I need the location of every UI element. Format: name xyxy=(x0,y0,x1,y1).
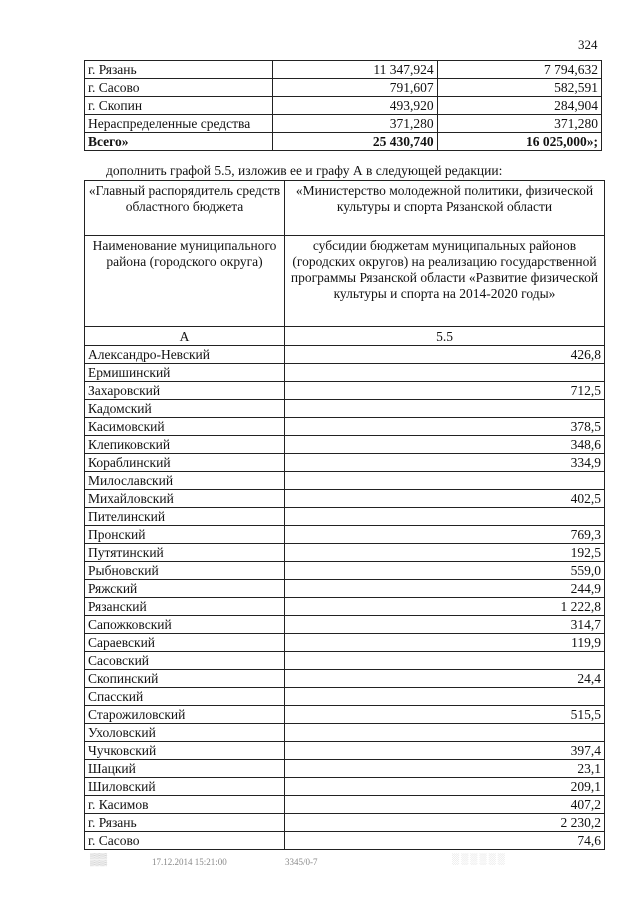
summary-total-1: 25 430,740 xyxy=(273,133,437,151)
table-row xyxy=(85,796,605,814)
header-row-administrator xyxy=(85,181,605,236)
table-row xyxy=(85,742,605,760)
subsidy-value: 334,9 xyxy=(285,454,605,472)
subsidy-value: 209,1 xyxy=(285,778,605,796)
district-name: Захаровский xyxy=(85,382,285,400)
district-name: Пителинский xyxy=(85,508,285,526)
subsidy-value: 407,2 xyxy=(285,796,605,814)
amendment-intro-text: дополнить графой 5.5, изложив ее и графу А в следующей редакции: xyxy=(106,163,503,178)
district-name: Клепиковский xyxy=(85,436,285,454)
district-name: Спасский xyxy=(85,688,285,706)
district-name: Пронский xyxy=(85,526,285,544)
district-name: Милославский xyxy=(85,472,285,490)
summary-name: г. Сасово xyxy=(85,79,273,97)
subsidy-value xyxy=(285,724,605,742)
table-row xyxy=(85,364,605,382)
summary-value-1: 371,280 xyxy=(273,115,437,133)
subsidy-value: 378,5 xyxy=(285,418,605,436)
table-row xyxy=(85,400,605,418)
subsidy-value: 2 230,2 xyxy=(285,814,605,832)
table-row xyxy=(85,832,605,850)
district-name: Ухоловский xyxy=(85,724,285,742)
district-name: Старожиловский xyxy=(85,706,285,724)
subsidy-value: 314,7 xyxy=(285,616,605,634)
subsidy-value: 559,0 xyxy=(285,562,605,580)
district-name: г. Касимов xyxy=(85,796,285,814)
district-name: Чучковский xyxy=(85,742,285,760)
table-row xyxy=(85,454,605,472)
header-district-column: Наименование муниципального района (городского округа) xyxy=(85,236,285,327)
subsidy-value: 402,5 xyxy=(285,490,605,508)
header-row-columns xyxy=(85,236,605,327)
table-row xyxy=(85,508,605,526)
table-row xyxy=(85,652,605,670)
district-name: Ряжский xyxy=(85,580,285,598)
column-code-a: А xyxy=(85,327,285,346)
header-administrator-label: «Главный распорядитель средств областного бюджета xyxy=(85,181,285,236)
table-row xyxy=(85,436,605,454)
subsidy-value: 712,5 xyxy=(285,382,605,400)
subsidy-value: 74,6 xyxy=(285,832,605,850)
table-row xyxy=(85,778,605,796)
summary-value-1: 493,920 xyxy=(273,97,437,115)
table-row xyxy=(85,382,605,400)
header-subsidy-column: субсидии бюджетам муниципальных районов (городских округов) на реализацию государственной программы Рязанской области «Развитие физической культуры и спорта на 2014-2020 годы» xyxy=(285,236,605,327)
table-row xyxy=(85,472,605,490)
page-number: 324 xyxy=(578,37,598,52)
allocation-summary-table xyxy=(84,60,602,151)
footer-date: 17.12.2014 15:21:00 xyxy=(152,857,227,867)
header-ministry-name: «Министерство молодежной политики, физической культуры и спорта Рязанской области xyxy=(285,181,605,236)
district-name: Сасовский xyxy=(85,652,285,670)
summary-row xyxy=(85,61,602,79)
district-name: Рыбновский xyxy=(85,562,285,580)
subsidy-value xyxy=(285,508,605,526)
table-row xyxy=(85,688,605,706)
table-row xyxy=(85,490,605,508)
subsidy-value: 119,9 xyxy=(285,634,605,652)
subsidy-value xyxy=(285,472,605,490)
table-row xyxy=(85,598,605,616)
table-row xyxy=(85,544,605,562)
table-row xyxy=(85,580,605,598)
stamp-icon: ▒▒ xyxy=(90,852,108,866)
table-row xyxy=(85,670,605,688)
table-row xyxy=(85,616,605,634)
subsidy-value: 244,9 xyxy=(285,580,605,598)
subsidy-value xyxy=(285,652,605,670)
subsidy-value: 397,4 xyxy=(285,742,605,760)
table-row xyxy=(85,634,605,652)
district-name: г. Рязань xyxy=(85,814,285,832)
subsidy-value: 769,3 xyxy=(285,526,605,544)
summary-total-row xyxy=(85,133,602,151)
district-name: Шиловский xyxy=(85,778,285,796)
district-name: Рязанский xyxy=(85,598,285,616)
district-name: Сараевский xyxy=(85,634,285,652)
subsidy-table xyxy=(84,180,605,850)
table-row xyxy=(85,706,605,724)
summary-row xyxy=(85,115,602,133)
summary-value-2: 284,904 xyxy=(437,97,601,115)
summary-row xyxy=(85,79,602,97)
table-row xyxy=(85,760,605,778)
table-row xyxy=(85,724,605,742)
summary-name: г. Скопин xyxy=(85,97,273,115)
column-code-5-5: 5.5 xyxy=(285,327,605,346)
subsidy-value: 23,1 xyxy=(285,760,605,778)
summary-total-label: Всего» xyxy=(85,133,273,151)
subsidy-value xyxy=(285,688,605,706)
subsidy-value: 426,8 xyxy=(285,346,605,364)
district-name: Касимовский xyxy=(85,418,285,436)
district-name: Сапожковский xyxy=(85,616,285,634)
district-name: Александро-Невский xyxy=(85,346,285,364)
summary-value-2: 7 794,632 xyxy=(437,61,601,79)
district-name: Скопинский xyxy=(85,670,285,688)
table-row xyxy=(85,814,605,832)
summary-value-2: 582,591 xyxy=(437,79,601,97)
district-name: г. Сасово xyxy=(85,832,285,850)
table-row xyxy=(85,526,605,544)
subsidy-value: 515,5 xyxy=(285,706,605,724)
table-row xyxy=(85,346,605,364)
subsidy-value xyxy=(285,364,605,382)
district-name: Ермишинский xyxy=(85,364,285,382)
district-name: Кадомский xyxy=(85,400,285,418)
table-row xyxy=(85,562,605,580)
summary-value-1: 11 347,924 xyxy=(273,61,437,79)
subsidy-value xyxy=(285,400,605,418)
subsidy-value: 24,4 xyxy=(285,670,605,688)
summary-row xyxy=(85,97,602,115)
summary-total-2: 16 025,000»; xyxy=(437,133,601,151)
subsidy-value: 1 222,8 xyxy=(285,598,605,616)
footer-code: 3345/0-7 xyxy=(285,857,318,867)
summary-value-2: 371,280 xyxy=(437,115,601,133)
district-name: Кораблинский xyxy=(85,454,285,472)
district-name: Путятинский xyxy=(85,544,285,562)
summary-name: г. Рязань xyxy=(85,61,273,79)
table-row xyxy=(85,418,605,436)
district-name: Михайловский xyxy=(85,490,285,508)
subsidy-value: 192,5 xyxy=(285,544,605,562)
header-row-codes xyxy=(85,327,605,346)
district-name: Шацкий xyxy=(85,760,285,778)
summary-value-1: 791,607 xyxy=(273,79,437,97)
subsidy-value: 348,6 xyxy=(285,436,605,454)
blurred-stamp: ░░░░░░ xyxy=(452,854,507,865)
summary-name: Нераспределенные средства xyxy=(85,115,273,133)
